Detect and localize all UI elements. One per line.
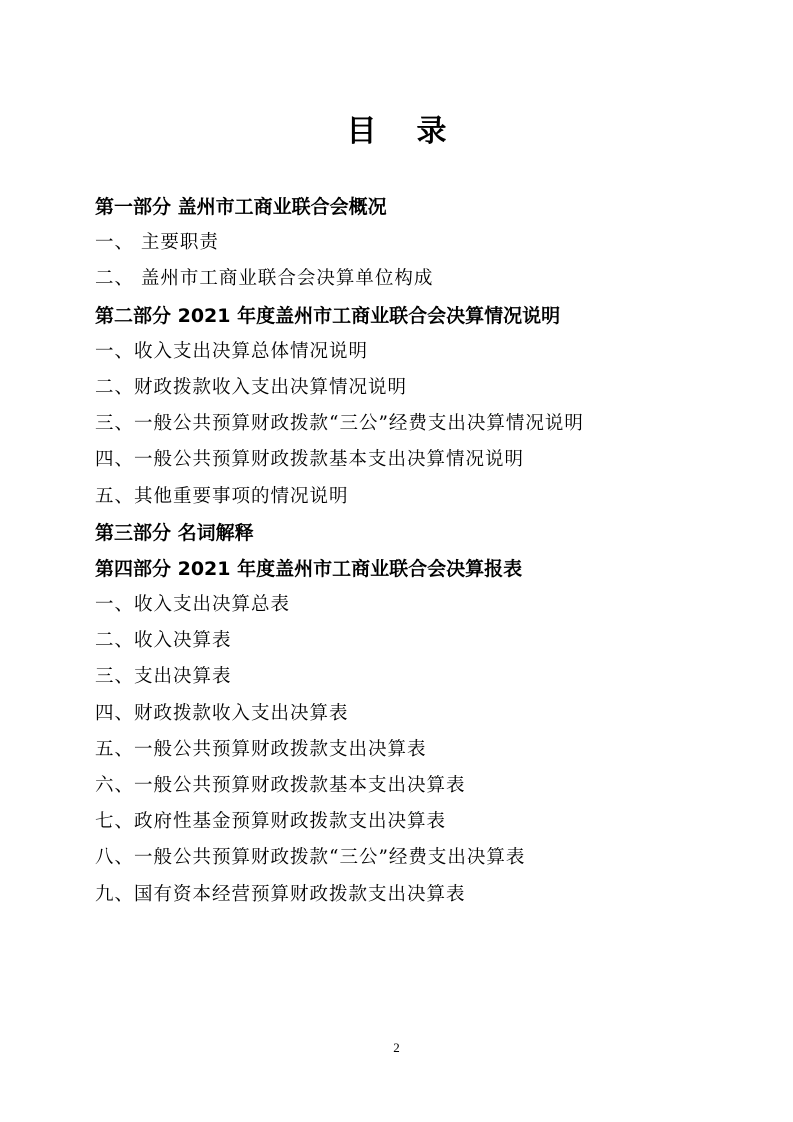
table-of-contents	[95, 189, 735, 913]
toc-entry: 三、支出决算表	[95, 666, 232, 688]
toc-entry: 五、其他重要事项的情况说明	[95, 485, 349, 507]
toc-entry: 五、一般公共预算财政拨款支出决算表	[95, 738, 427, 760]
toc-entry: 三、一般公共预算财政拨款“三公”经费支出决算情况说明	[95, 413, 584, 435]
toc-entry: 六、一般公共预算财政拨款基本支出决算表	[95, 775, 466, 796]
toc-entry: 二、收入决算表	[95, 630, 232, 652]
toc-part-heading: 第四部分 2021 年度盖州市工商业联合会决算报表	[95, 557, 523, 580]
toc-entry: 四、财政拨款收入支出决算表	[95, 702, 349, 724]
toc-entry: 一、 主要职责	[95, 232, 219, 254]
toc-entry: 一、收入支出决算总体情况说明	[95, 340, 369, 362]
toc-entry: 二、 盖州市工商业联合会决算单位构成	[95, 268, 434, 290]
page-number: 2	[393, 1040, 400, 1055]
toc-entry: 二、财政拨款收入支出决算情况说明	[95, 376, 408, 398]
toc-part-heading: 第二部分 2021 年度盖州市工商业联合会决算情况说明	[95, 304, 561, 327]
toc-entry: 九、国有资本经营预算财政拨款支出决算表	[95, 883, 466, 905]
toc-entry: 一、收入支出决算总表	[95, 594, 291, 616]
toc-entry: 四、一般公共预算财政拨款基本支出决算情况说明	[95, 449, 525, 471]
toc-entry: 八、一般公共预算财政拨款“三公”经费支出决算表	[95, 847, 526, 869]
toc-part-heading: 第一部分 盖州市工商业联合会概况	[95, 196, 387, 218]
page-title: 目录	[346, 114, 487, 149]
toc-entry: 七、政府性基金预算财政拨款支出决算表	[95, 811, 447, 833]
toc-part-heading: 第三部分 名词解释	[95, 521, 254, 544]
